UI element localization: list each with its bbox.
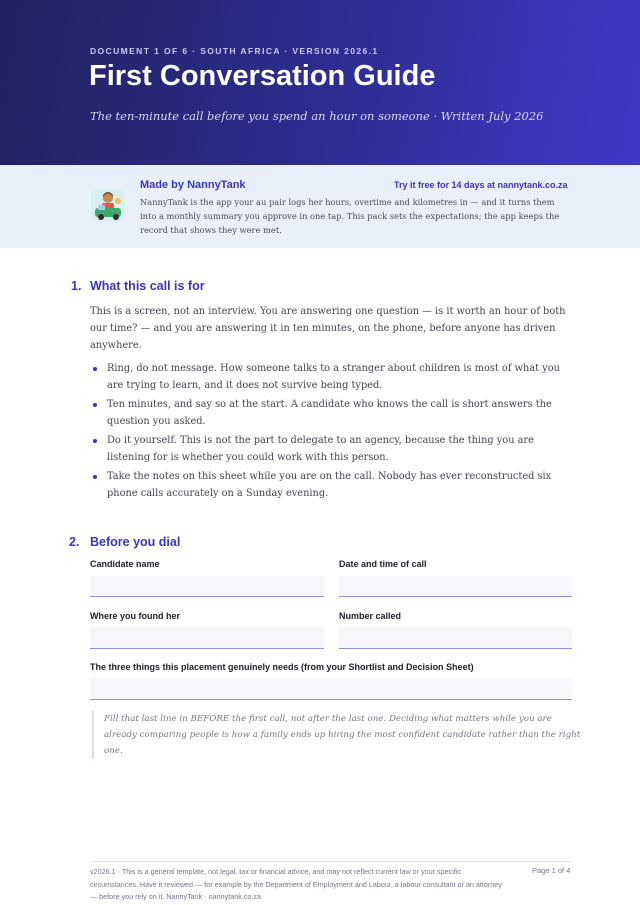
bullet-dot-icon xyxy=(93,439,97,443)
promo-description: NannyTank is the app your au pair logs her hours, overtime and kilometres in — and it turns them into a monthly summary you approve in one tap. This pack sets the expectations; the app keeps the record that shows they were met. xyxy=(140,197,560,235)
list-item xyxy=(90,360,572,394)
footer-divider xyxy=(90,861,572,862)
section-1-title: What this call is for xyxy=(90,279,205,293)
where-found-label: Where you found her xyxy=(90,611,180,621)
page-number: Page 1 of 4 xyxy=(532,866,571,875)
document-eyebrow: DOCUMENT 1 OF 6 · SOUTH AFRICA · VERSION 2026.1 xyxy=(90,46,379,56)
bullet-text: Take the notes on this sheet while you are on the call. Nobody has ever reconstructed six phone calls accurately on a Sunday evening. xyxy=(107,471,552,499)
number-called-label: Number called xyxy=(339,611,402,621)
number-called-field[interactable] xyxy=(339,627,572,649)
document-header xyxy=(0,0,640,165)
where-found-field[interactable] xyxy=(90,627,324,649)
three-things-label: The three things this placement genuinely needs (from your Shortlist and Decision Sheet) xyxy=(90,662,474,672)
date-time-label: Date and time of call xyxy=(339,559,427,569)
bullet-text: Ring, do not message. How someone talks to a stranger about children is most of what you are trying to learn, and it does not survive being typed. xyxy=(107,363,560,391)
bullet-dot-icon xyxy=(93,403,97,407)
document-title: First Conversation Guide xyxy=(89,60,436,92)
section-1-bullet-list xyxy=(90,360,572,504)
nannytank-logo-icon xyxy=(91,189,125,221)
section-1-number: 1. xyxy=(71,279,82,293)
bullet-dot-icon xyxy=(93,475,97,479)
list-item xyxy=(90,468,572,502)
advice-note: Fill that last line in BEFORE the first call, not after the last one. Deciding what matters while you are already comparing people is how a family ends up hiring the most confident candidate rather than the right one. xyxy=(92,711,582,759)
section-2-title: Before you dial xyxy=(90,535,181,549)
free-trial-link[interactable]: Try it free for 14 days at nannytank.co.za xyxy=(394,180,568,190)
list-item xyxy=(90,396,572,430)
three-things-field[interactable] xyxy=(90,678,572,700)
section-1-intro: This is a screen, not an interview. You are answering one question — is it worth an hour of both our time? — and you are answering it in ten minutes, on the phone, before anyone has driven anywhere. xyxy=(90,306,566,351)
document-subtitle: The ten-minute call before you spend an hour on someone · Written July 2026 xyxy=(90,109,544,123)
bullet-text: Do it yourself. This is not the part to delegate to an agency, because the thing you are listening for is whether you could work with this person. xyxy=(107,435,534,463)
footer-disclaimer: v2026.1 · This is a general template, not legal, tax or financial advice, and may not reflect current law or your specific circumstances. Have it reviewed — for example by the Department of Employment and Labour, a labour consultant or an attorney — before you rely on it. NannyTank · nannytank.co.za xyxy=(90,867,502,901)
bullet-text: Ten minutes, and say so at the start. A candidate who knows the call is short answers the question you asked. xyxy=(107,399,552,427)
date-time-field[interactable] xyxy=(339,576,572,597)
candidate-name-label: Candidate name xyxy=(90,559,160,569)
made-by-label: Made by NannyTank xyxy=(140,179,246,191)
bullet-dot-icon xyxy=(93,367,97,371)
section-2-number: 2. xyxy=(69,535,80,549)
candidate-name-field[interactable] xyxy=(90,576,324,597)
list-item xyxy=(90,432,572,466)
